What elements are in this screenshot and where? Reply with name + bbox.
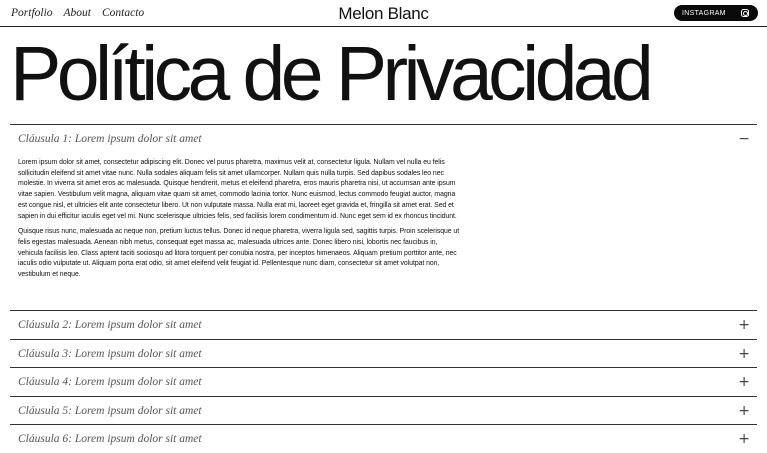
accordion-header-4[interactable] bbox=[10, 368, 757, 396]
expand-icon[interactable]: + bbox=[738, 374, 750, 390]
accordion-header-3[interactable] bbox=[10, 340, 757, 368]
accordion-item-1 bbox=[10, 124, 757, 286]
nav-link-contacto[interactable]: Contacto bbox=[102, 7, 145, 19]
clause-paragraph: Lorem ipsum dolor sit amet, consectetur adipiscing elit. Donec vel purus pharetra, maximus velit at, consectetur ligula. Nullam vel nulla eu felis sollicitudin eleifend sit amet vitae nunc. Nulla sodales aliquam felis sit amet ullamcorper. Nullam quis nulla turpis. Sed dapibus sodales leo nec molestie. In viverra sit amet eros ac malesuada. Quisque hendrerit, metus et eleifend pharetra, eros mauris pharetra nisi, ut accumsan ante ipsum vitae sapien. Vestibulum velit magna, aliquam vitae quam sit amet, commodo lacinia tortor. Nunc euismod, lectus commodo feugiat auctor, magna est congue nisl, et ultricies elit ante consectetur libero. Ut non vulputate massa. Nulla erat mi, laoreet eget gravida et, fringilla sit amet erat. Sed et sapien in dui efficitur iaculis eget vel mi. Nunc scelerisque ultricies felis, sed facilisis lorem condimentum id. Nunc eget sem id ex rhoncus tincidunt. bbox=[18, 159, 457, 220]
accordion-header-1[interactable] bbox=[10, 125, 757, 153]
accordion-body-1 bbox=[10, 153, 470, 281]
accordion-title: Cláusula 1: Lorem ipsum dolor sit amet bbox=[18, 133, 202, 145]
nav-link-portfolio[interactable]: Portfolio bbox=[11, 7, 53, 19]
page-title: Política de Privacidad bbox=[10, 31, 650, 117]
nav-link-about[interactable]: About bbox=[63, 7, 92, 19]
accordion-item-2 bbox=[10, 310, 757, 339]
accordion-header-2[interactable] bbox=[10, 311, 757, 339]
accordion-item-4 bbox=[10, 367, 757, 396]
accordion-title: Cláusula 6: Lorem ipsum dolor sit amet bbox=[18, 433, 202, 445]
accordion-item-6 bbox=[10, 424, 757, 453]
expand-icon[interactable]: + bbox=[738, 346, 750, 362]
accordion-item-5 bbox=[10, 396, 757, 425]
expand-icon[interactable]: + bbox=[738, 403, 750, 419]
accordion-title: Cláusula 4: Lorem ipsum dolor sit amet bbox=[18, 376, 202, 388]
accordion-title: Cláusula 5: Lorem ipsum dolor sit amet bbox=[18, 405, 202, 417]
site-header bbox=[0, 0, 767, 27]
collapse-icon[interactable]: − bbox=[738, 131, 750, 147]
instagram-icon bbox=[741, 9, 749, 17]
accordion-item-3 bbox=[10, 339, 757, 368]
accordion-header-6[interactable] bbox=[10, 425, 757, 453]
accordion-title: Cláusula 2: Lorem ipsum dolor sit amet bbox=[18, 319, 202, 331]
instagram-label: INSTAGRAM bbox=[682, 9, 726, 17]
expand-icon[interactable]: + bbox=[738, 317, 750, 333]
clause-paragraph: Quisque risus nunc, malesuada ac neque non, pretium luctus tellus. Donec id neque pharetra, viverra ligula sed, sagittis turpis. Proin scelerisque ut felis egestas malesuada. Aenean nibh metus, consequat eget massa ac, malesuada ultrices ante. Donec libero nisi, lobortis nec faucibus in, vehicula facilisis leo. Class aptent taciti sociosqu ad litora torquent per conubia nostra, per inceptos himenaeos. Aliquam pretium porttitor ante, nec iaculis odio vulputate ut. Aliquam porta erat odio, sit amet eleifend velit feugiat id. Pellentesque nunc diam, consectetur sit amet volutpat non, vestibulum et neque. bbox=[18, 228, 460, 279]
instagram-button[interactable] bbox=[674, 5, 758, 21]
brand-logo[interactable]: Melon Blanc bbox=[338, 4, 429, 23]
accordion-header-5[interactable] bbox=[10, 397, 757, 425]
accordion-title: Cláusula 3: Lorem ipsum dolor sit amet bbox=[18, 348, 202, 360]
expand-icon[interactable]: + bbox=[738, 431, 750, 447]
